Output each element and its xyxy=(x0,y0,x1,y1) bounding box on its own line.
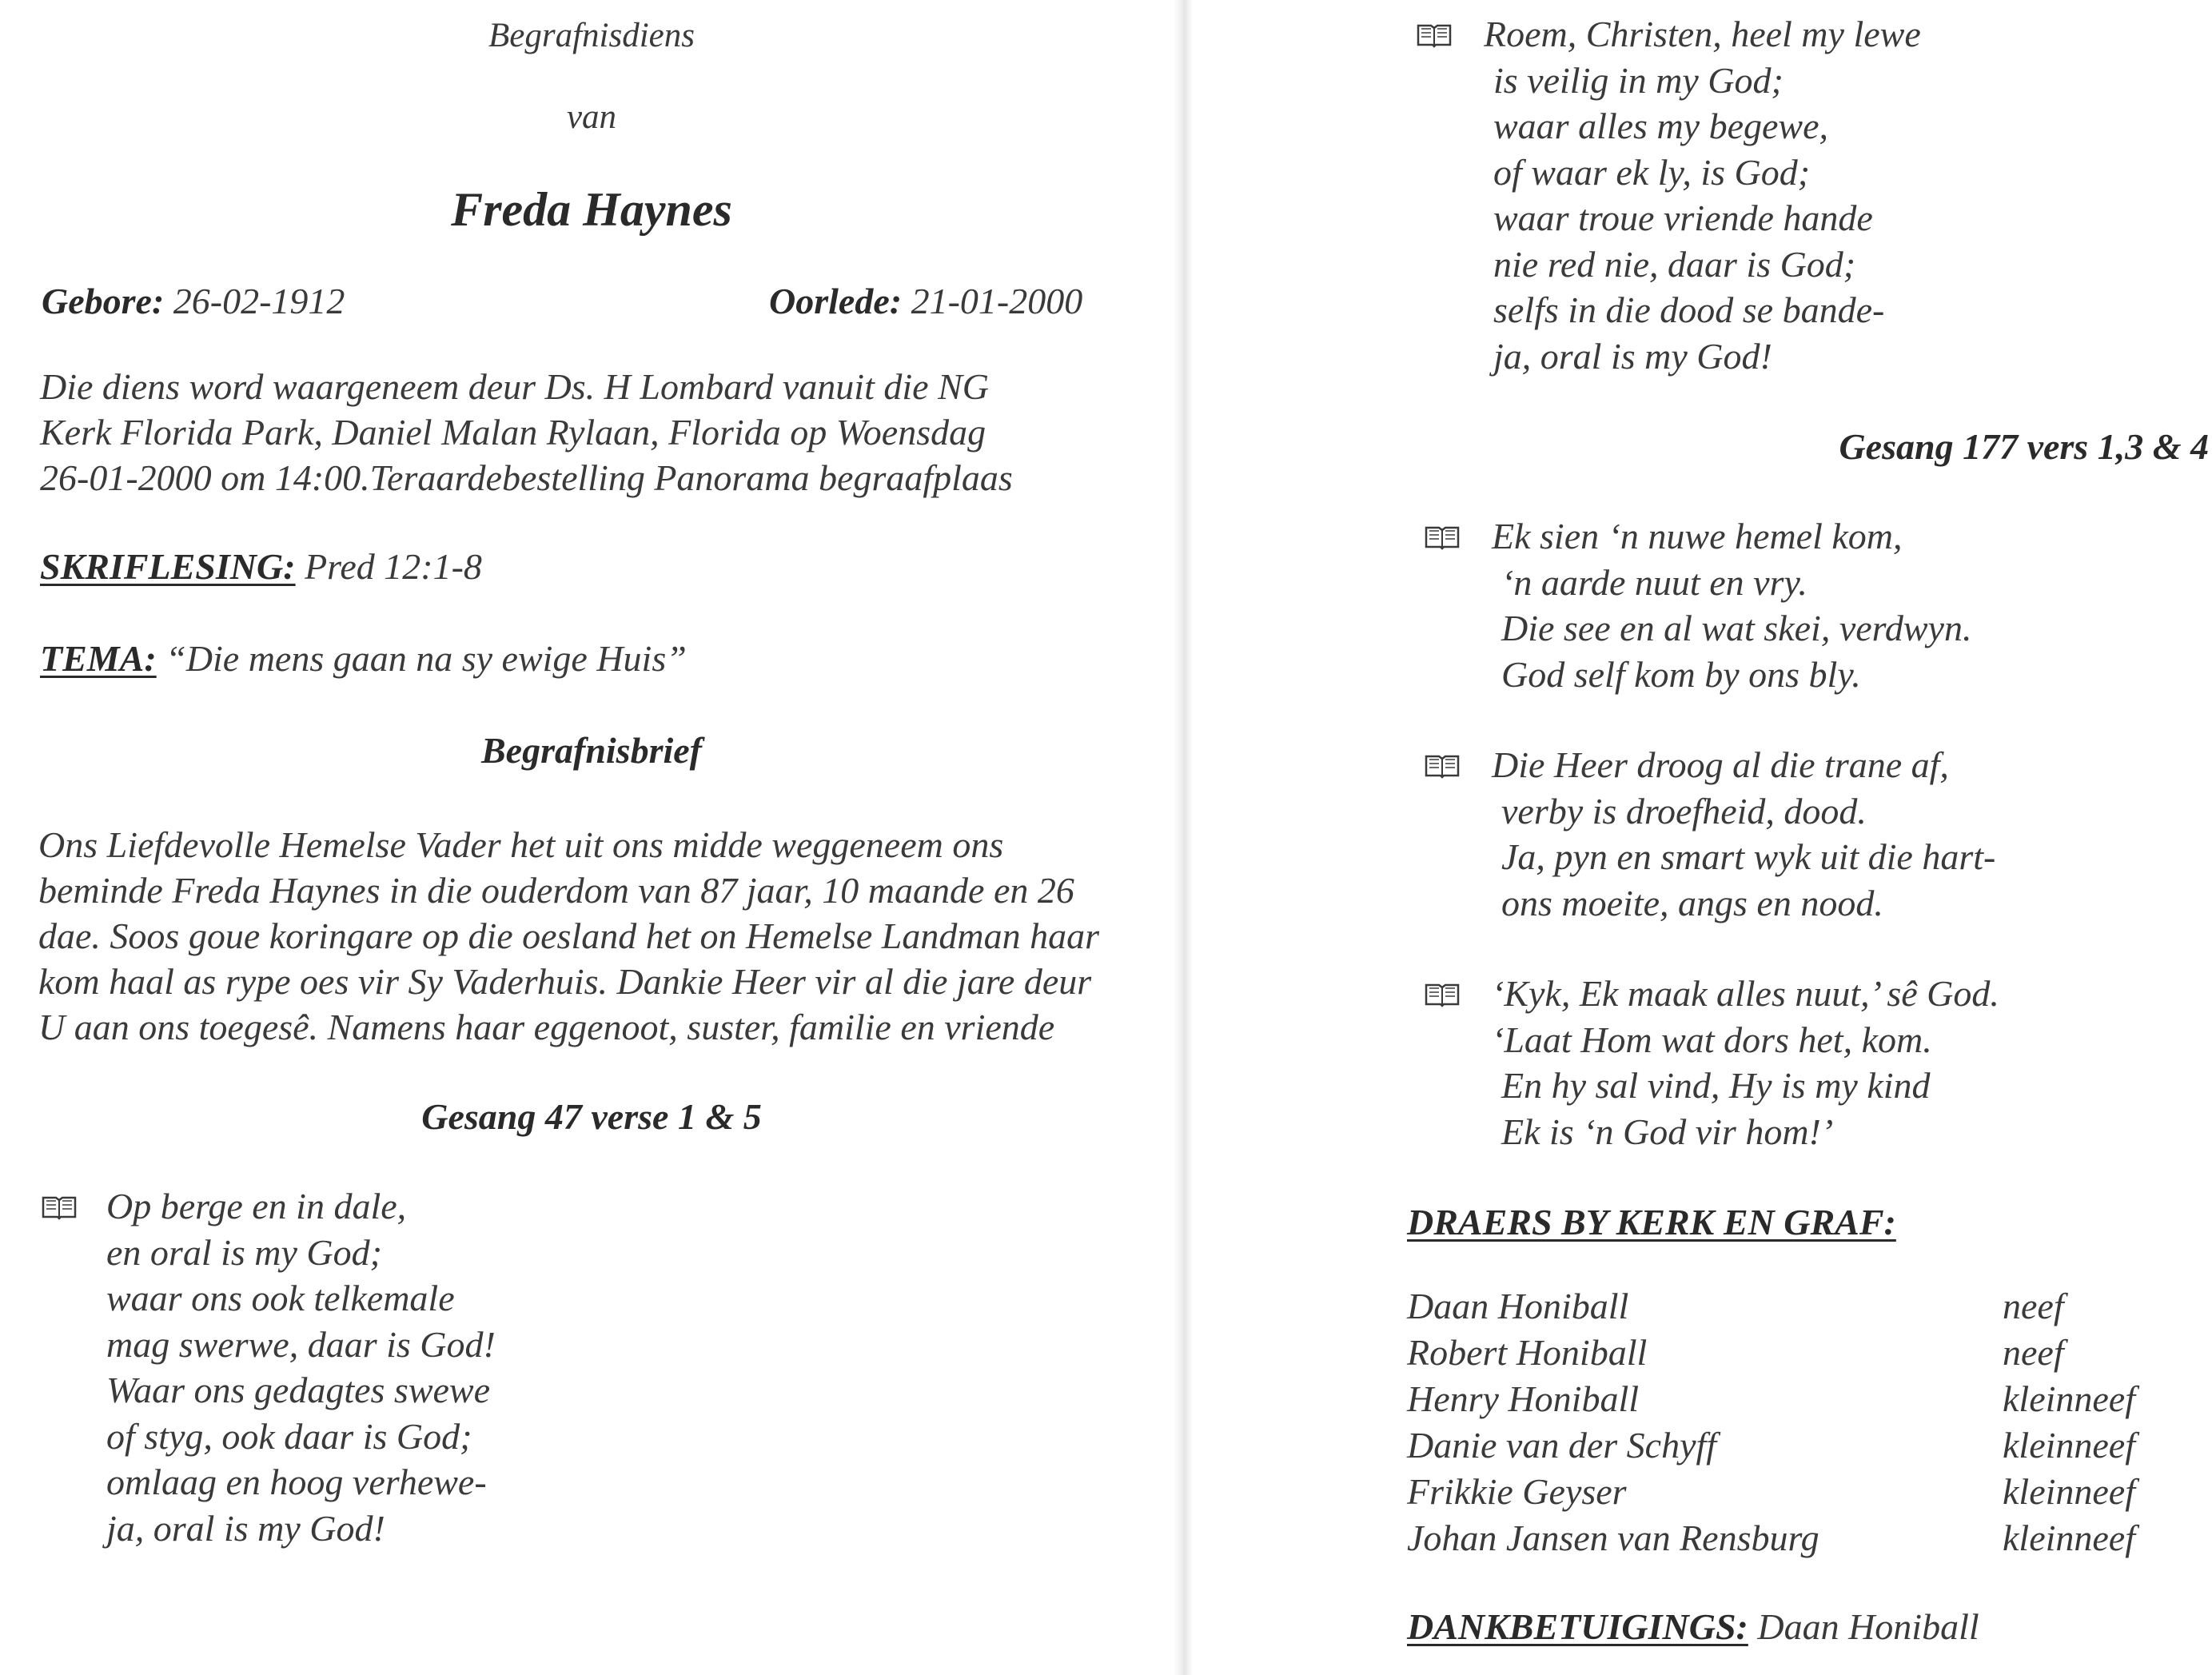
hymn-verse-right-2 xyxy=(1492,513,1971,697)
hymn-verse-right-1 xyxy=(1484,11,1921,379)
bearer-row xyxy=(1407,1424,2174,1470)
bearer-name: Henry Honiball xyxy=(1407,1378,1640,1419)
verse-line: ons moeite, angs en nood. xyxy=(1501,882,1883,923)
service-line: Kerk Florida Park, Daniel Malan Rylaan, Florida op Woensdag xyxy=(40,412,986,453)
bearer-relation: neef xyxy=(2003,1332,2064,1373)
died-line xyxy=(769,280,1082,322)
verse-line: ‘Laat Hom wat dors het, kom. xyxy=(1492,1019,1932,1060)
open-book-icon xyxy=(42,1194,77,1220)
letter-line: kom haal as rype oes vir Sy Vaderhuis. Dankie Heer vir al die jare deur xyxy=(38,961,1092,1002)
right-page xyxy=(1183,0,2212,1675)
born-label: Gebore: xyxy=(42,281,165,321)
died-date: 21-01-2000 xyxy=(911,281,1083,321)
van-label: van xyxy=(566,98,617,136)
bearer-name: Danie van der Schyff xyxy=(1407,1425,1717,1466)
bearer-relation: neef xyxy=(2003,1286,2064,1326)
bearer-relation: kleinneef xyxy=(2003,1378,2136,1419)
verse-line: verby is droefheid, dood. xyxy=(1501,790,1867,832)
verse-line: ja, oral is my God! xyxy=(106,1507,385,1549)
verse-line: ja, oral is my God! xyxy=(1493,335,1772,377)
theme-line xyxy=(40,637,687,680)
verse-line: ‘n aarde nuut en vry. xyxy=(1501,561,1807,603)
service-line: Die diens word waargeneem deur Ds. H Lombard vanuit die NG xyxy=(40,366,989,407)
service-line: 26-01-2000 om 14:00.Teraardebestelling Panorama begraafplaas xyxy=(40,457,1013,498)
verse-line: Die Heer droog al die trane af, xyxy=(1492,744,1949,785)
verse-line: Die see en al wat skei, verdwyn. xyxy=(1501,608,1972,648)
bearer-row xyxy=(1407,1470,2174,1517)
verse-line: ‘Kyk, Ek maak alles nuut,’ sê God. xyxy=(1492,973,1999,1014)
letter-heading: Begrafnisbrief xyxy=(481,730,702,771)
funeral-letter xyxy=(38,822,1099,1050)
reading-value: Pred 12:1-8 xyxy=(305,546,482,587)
bearers-heading: DRAERS BY KERK EN GRAF: xyxy=(1407,1202,1896,1242)
verse-line: waar alles my begewe, xyxy=(1493,106,1829,146)
deceased-name: Freda Haynes xyxy=(451,183,732,236)
hymn-verse-right-3 xyxy=(1492,742,1995,926)
bearer-relation: kleinneef xyxy=(2003,1517,2136,1558)
hymn-heading-right: Gesang 177 vers 1,3 & 4 xyxy=(1839,426,2209,467)
verse-line: omlaag en hoog verhewe- xyxy=(106,1462,487,1502)
verse-line: nie red nie, daar is God; xyxy=(1493,243,1856,285)
bearer-row xyxy=(1407,1331,2174,1378)
bearer-relation: kleinneef xyxy=(2003,1471,2136,1512)
reading-label: SKRIFLESING: xyxy=(40,546,296,587)
letter-line: U aan ons toegesê. Namens haar eggenoot, suster, familie en vriende xyxy=(38,1007,1055,1047)
bearers-list xyxy=(1407,1285,2174,1563)
bearer-row xyxy=(1407,1285,2174,1331)
verse-line: of styg, ook daar is God; xyxy=(106,1415,472,1457)
bearer-name: Johan Jansen van Rensburg xyxy=(1407,1517,1819,1558)
born-line xyxy=(42,280,345,322)
hymn-verse-left xyxy=(106,1183,496,1551)
letter-line: Ons Liefdevolle Hemelse Vader het uit ons midde weggeneem ons xyxy=(38,824,1004,865)
verse-line: of waar ek ly, is God; xyxy=(1493,151,1811,193)
service-header: Begrafnisdiens xyxy=(488,17,695,54)
verse-line: Ek is ‘n God vir hom!’ xyxy=(1501,1111,1834,1152)
verse-line: Op berge en in dale, xyxy=(106,1186,407,1226)
verse-line: Roem, Christen, heel my lewe xyxy=(1484,14,1921,54)
verse-line: Ja, pyn en smart wyk uit die hart- xyxy=(1501,836,1996,877)
thanks-label: DANKBETUIGINGS: xyxy=(1407,1606,1748,1647)
bearer-row xyxy=(1407,1517,2174,1563)
hymn-heading-left: Gesang 47 verse 1 & 5 xyxy=(421,1096,762,1137)
verse-line: En hy sal vind, Hy is my kind xyxy=(1501,1065,1931,1106)
bearer-relation: kleinneef xyxy=(2003,1425,2136,1466)
verse-line: mag swerwe, daar is God! xyxy=(106,1323,496,1365)
letter-line: beminde Freda Haynes in die ouderdom van 87 jaar, 10 maande en 26 xyxy=(38,870,1074,911)
hymn-verse-right-4 xyxy=(1492,971,1999,1155)
service-details xyxy=(40,364,1013,501)
born-date: 26-02-1912 xyxy=(173,281,345,321)
died-label: Oorlede: xyxy=(769,281,903,321)
open-book-icon xyxy=(1425,982,1460,1007)
verse-line: God self kom by ons bly. xyxy=(1501,653,1861,695)
verse-line: Waar ons gedagtes swewe xyxy=(106,1370,491,1410)
open-book-icon xyxy=(1425,524,1460,550)
reading-line xyxy=(40,545,482,588)
verse-line: waar troue vriende hande xyxy=(1493,197,1873,238)
verse-line: en oral is my God; xyxy=(106,1231,382,1273)
open-book-icon xyxy=(1425,753,1460,779)
verse-line: selfs in die dood se bande- xyxy=(1493,289,1885,330)
verse-line: is veilig in my God; xyxy=(1493,59,1784,101)
theme-value: “Die mens gaan na sy ewige Huis” xyxy=(165,638,687,679)
bearer-row xyxy=(1407,1378,2174,1424)
thanks-line xyxy=(1407,1605,1979,1648)
letter-line: dae. Soos goue koringare op die oesland het on Hemelse Landman haar xyxy=(38,915,1100,956)
bearer-name: Daan Honiball xyxy=(1407,1286,1629,1326)
theme-label: TEMA: xyxy=(40,638,157,679)
bearer-name: Robert Honiball xyxy=(1407,1332,1648,1373)
bearer-name: Frikkie Geyser xyxy=(1407,1471,1627,1512)
open-book-icon xyxy=(1417,22,1452,48)
verse-line: Ek sien ‘n nuwe hemel kom, xyxy=(1492,516,1903,556)
verse-line: waar ons ook telkemale xyxy=(106,1278,455,1318)
thanks-value: Daan Honiball xyxy=(1757,1606,1979,1647)
